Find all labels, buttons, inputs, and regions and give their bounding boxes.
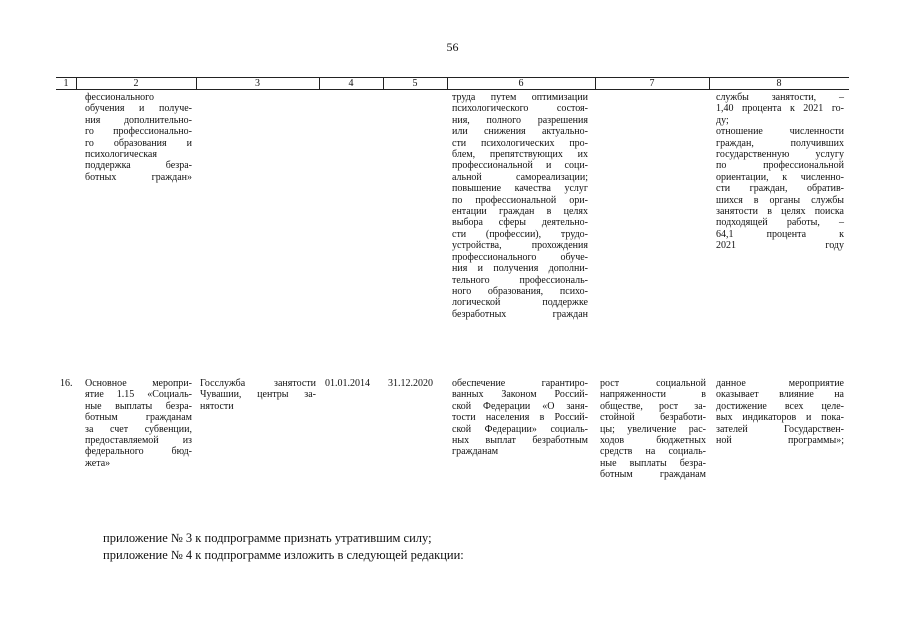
row16-col3-cell <box>200 378 316 412</box>
text-line: психологического состоя- <box>452 103 588 115</box>
text-line: труда путем оптимизации <box>452 92 588 103</box>
row16-start-date: 01.01.2014 <box>325 378 370 389</box>
text-line: ния, полного разрешения <box>452 114 588 126</box>
text-line: ные выплаты безра- <box>600 457 706 469</box>
header-col-8: 8 <box>776 78 782 89</box>
row16-end-date: 31.12.2020 <box>388 378 433 389</box>
text-line: шихся в органы службы <box>716 194 844 206</box>
text-line: достижение всех целе- <box>716 400 844 412</box>
text-line: ные выплаты безра- <box>85 400 192 412</box>
text-line: ориентации, к численно- <box>716 171 844 183</box>
table-header-rule <box>56 89 849 90</box>
row16-col6-cell <box>452 378 588 458</box>
text-line: данное мероприятие <box>716 378 844 389</box>
text-line: сти граждан, обратив- <box>716 183 844 195</box>
row16-col8-cell <box>716 378 844 446</box>
text-line: устройства, прохождения <box>452 240 588 252</box>
text-line: по профессиональной <box>716 160 844 172</box>
row16-col2-cell <box>85 378 192 469</box>
continuation-col2-cell <box>85 92 192 183</box>
text-line: ботным гражданам <box>85 412 192 424</box>
text-line: ной программы»; <box>716 435 844 447</box>
text-line: тельного профессиональ- <box>452 274 588 286</box>
text-line: оказывает влияние на <box>716 389 844 401</box>
text-line: ного образования, психо- <box>452 285 588 297</box>
text-line: предоставляемой из <box>85 435 192 447</box>
header-col-3: 3 <box>255 78 260 89</box>
text-line: жета» <box>85 457 111 469</box>
text-line: обществе, рост за- <box>600 400 706 412</box>
header-col-2: 2 <box>133 78 139 89</box>
footer-line-1: приложение № 3 к подпрограмме признать утратившим силу; <box>103 531 432 545</box>
text-line: ния и получения дополни- <box>452 263 588 275</box>
text-line: Основное меропри- <box>85 378 192 389</box>
text-line: стойной безработи- <box>600 412 706 424</box>
text-line: ходов бюджетных <box>600 435 706 447</box>
text-line: ской Федерации» социаль- <box>452 423 588 435</box>
text-line: обучения и получе- <box>85 103 192 115</box>
row16-number: 16. <box>60 378 73 389</box>
text-line: подходящей работы, – <box>716 217 844 229</box>
text-line: профессионального обуче- <box>452 251 588 263</box>
text-line: го профессионально- <box>85 126 192 138</box>
text-line: ентации граждан в целях <box>452 206 588 218</box>
continuation-col8-cell <box>716 92 844 252</box>
footer-line-2: приложение № 4 к подпрограмме изложить в следующей редакции: <box>103 548 464 562</box>
text-line: обеспечение гарантиро- <box>452 378 588 389</box>
text-line: логической поддержке <box>452 297 588 309</box>
header-col-4: 4 <box>348 78 354 89</box>
text-line: психологическая <box>85 149 157 161</box>
text-line: Госслужба занятости <box>200 378 316 389</box>
text-line: повышение качества услуг <box>452 183 588 195</box>
text-line: средств на социаль- <box>600 446 706 458</box>
text-line: ятие 1.15 «Социаль- <box>85 389 192 401</box>
text-line: блем, препятствующих их <box>452 149 588 161</box>
text-line: ботным гражданам <box>600 469 706 481</box>
text-line: 1,40 процента к 2021 го- <box>716 103 844 115</box>
text-line: сти (профессии), трудо- <box>452 228 588 240</box>
text-line: государственную услугу <box>716 149 844 161</box>
text-line: 64,1 процента к <box>716 228 844 240</box>
text-line: зателей Государствен- <box>716 423 844 435</box>
text-line: ванных Законом Россий- <box>452 389 588 401</box>
text-line: го образования и <box>85 137 192 149</box>
text-line: службы занятости, – <box>716 92 844 103</box>
text-line: отношение численности <box>716 126 844 138</box>
text-line: нятости <box>200 400 234 412</box>
text-line: ской Федерации «О заня- <box>452 400 588 412</box>
text-line: граждан, получивших <box>716 137 844 149</box>
text-line: ных выплат безработным <box>452 435 588 447</box>
text-line: поддержка безра- <box>85 160 192 172</box>
header-col-1: 1 <box>63 78 69 89</box>
row16-col7-cell <box>600 378 706 481</box>
text-line: Чувашии, центры за- <box>200 389 316 401</box>
text-line: альной самореализации; <box>452 171 588 183</box>
text-line: рост социальной <box>600 378 706 389</box>
text-line: за счет субвенции, <box>85 423 192 435</box>
text-line: выбора сферы деятельно- <box>452 217 588 229</box>
text-line: или снижения актуально- <box>452 126 588 138</box>
text-line: напряженности в <box>600 389 706 401</box>
text-line: по профессиональной ори- <box>452 194 588 206</box>
header-col-6: 6 <box>518 78 524 89</box>
page-number: 56 <box>446 40 459 54</box>
text-line: вых индикаторов и пока- <box>716 412 844 424</box>
text-line: цы; увеличение рас- <box>600 423 706 435</box>
text-line: ду; <box>716 114 729 126</box>
header-col-5: 5 <box>412 78 418 89</box>
continuation-col6-cell <box>452 92 588 320</box>
text-line: сти психологических про- <box>452 137 588 149</box>
text-line: тости населения в Россий- <box>452 412 588 424</box>
text-line: ботных граждан» <box>85 171 192 183</box>
text-line: федерального бюд- <box>85 446 192 458</box>
header-col-7: 7 <box>649 78 655 89</box>
text-line: профессиональной и соци- <box>452 160 588 172</box>
text-line: 2021 году <box>716 240 844 252</box>
text-line: фессионального <box>85 92 155 103</box>
text-line: ния дополнительно- <box>85 114 192 126</box>
text-line: гражданам <box>452 446 499 458</box>
text-line: занятости в целях поиска <box>716 206 844 218</box>
text-line: безработных граждан <box>452 308 588 320</box>
